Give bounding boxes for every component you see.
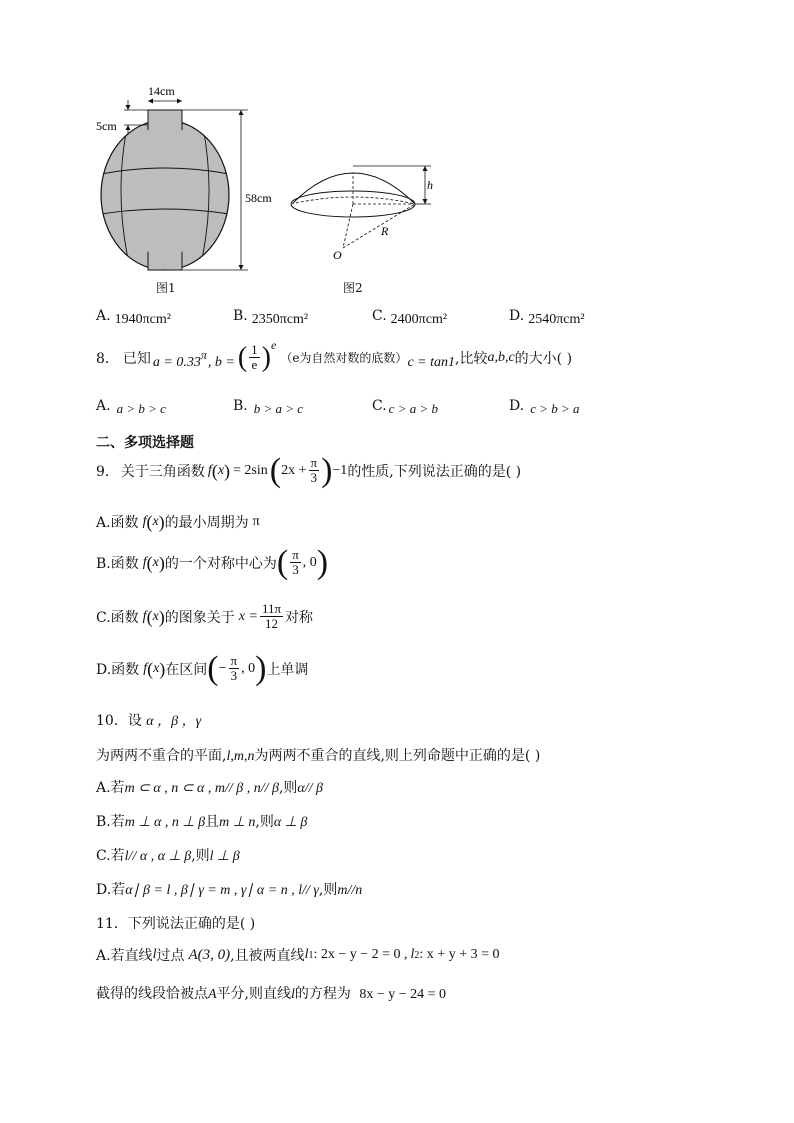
question-11: 11．下列说法正确的是( ) [96, 916, 256, 932]
question-9: 9． 关于三角函数 f ( x ) = 2sin ( 2x + $\frac{\pi}{3}$ ) −1 的性质,下列说法正确的是( ) [96, 451, 522, 489]
figure-2-caption: 图2 [343, 281, 363, 295]
question-10: 10．设 α ，β ，γ [96, 713, 202, 729]
figure-1-height-label: 58cm [245, 191, 272, 205]
q7-option-d[interactable]: D. 2540πcm² [509, 308, 585, 327]
q9-option-c[interactable]: C.函数 f ( x ) 的图象关于 x = $\frac{11\pi}{12}$ 对称 [96, 601, 314, 631]
figure-1-caption: 图1 [156, 281, 176, 295]
q9-option-b[interactable]: B.函数 f ( x ) 的一个对称中心为 ( $\frac{\pi}{3}$ , 0 ) [96, 543, 329, 581]
q10-option-d[interactable]: D.若α∣ β = l , β∣ γ = m , γ∣ α = n , l// γ,则m//n [96, 882, 363, 898]
section-heading-multiple-choice: 二、多项选择题 [96, 435, 194, 451]
q11-option-a-line-2: 截得的线段恰被点A平分,则直线l的方程为 8x − y − 24 = 0 [96, 986, 447, 1002]
q8-number: 8． [96, 350, 119, 367]
q7-option-b[interactable]: B. 2350πcm² [233, 308, 309, 327]
figure-2-spherical-cap [285, 160, 445, 265]
q8-option-d[interactable]: D. c > b > a [509, 398, 580, 416]
question-10-line-2: 为两两不重合的平面,l,m,n为两两不重合的直线,则上列命题中正确的是( ) [96, 748, 541, 764]
q10-option-a[interactable]: A.若m ⊂ α , n ⊂ α , m// β , n// β,则α// β [96, 780, 324, 796]
q7-option-a[interactable]: A. 1940πcm² [96, 308, 171, 327]
q9-option-a[interactable]: A.函数 f ( x ) 的最小周期为 π [96, 512, 260, 532]
q10-option-c[interactable]: C.若l// α , α ⊥ β,则l ⊥ β [96, 848, 240, 864]
figure-2-R-label: R [381, 224, 389, 238]
figure-1-lantern [88, 84, 288, 277]
q9-option-d[interactable]: D.函数 f ( x ) 在区间 ( − $\frac{\pi}{3}$ , 0 ) 上单调 [96, 649, 309, 687]
q11-option-a[interactable]: A.若直线 l 过点 A(3, 0) ,且被两直线 l 1 : 2x − y − 2 = 0 , l 2 : x + y + 3 = 0 [96, 946, 500, 964]
q7-option-c[interactable]: C. 2400πcm² [372, 308, 448, 327]
q8-option-a[interactable]: A. a > b > c [96, 398, 166, 416]
q8-fraction: $\frac{1}{e}$ [251, 342, 258, 372]
figure-2-h-label: h [427, 178, 433, 192]
question-8: 8． 已知 a = 0.33 $^\pi$ , b = ( $\frac{1}{e}$ ) $^e$ （e为自然对数的底数） c = tan1 ,比较 a,b,c 的大小( ) [96, 338, 573, 373]
figure-2-O-label: O [333, 248, 342, 262]
figure-1-neck-label: 5cm [96, 119, 117, 133]
q10-option-b[interactable]: B.若m ⊥ α , n ⊥ β且m ⊥ n,则α ⊥ β [96, 814, 308, 830]
figure-1-width-label: 14cm [148, 84, 175, 98]
q8-option-b[interactable]: B. b > a > c [233, 398, 304, 416]
q8-option-c[interactable]: C. c > a > b [372, 398, 438, 416]
